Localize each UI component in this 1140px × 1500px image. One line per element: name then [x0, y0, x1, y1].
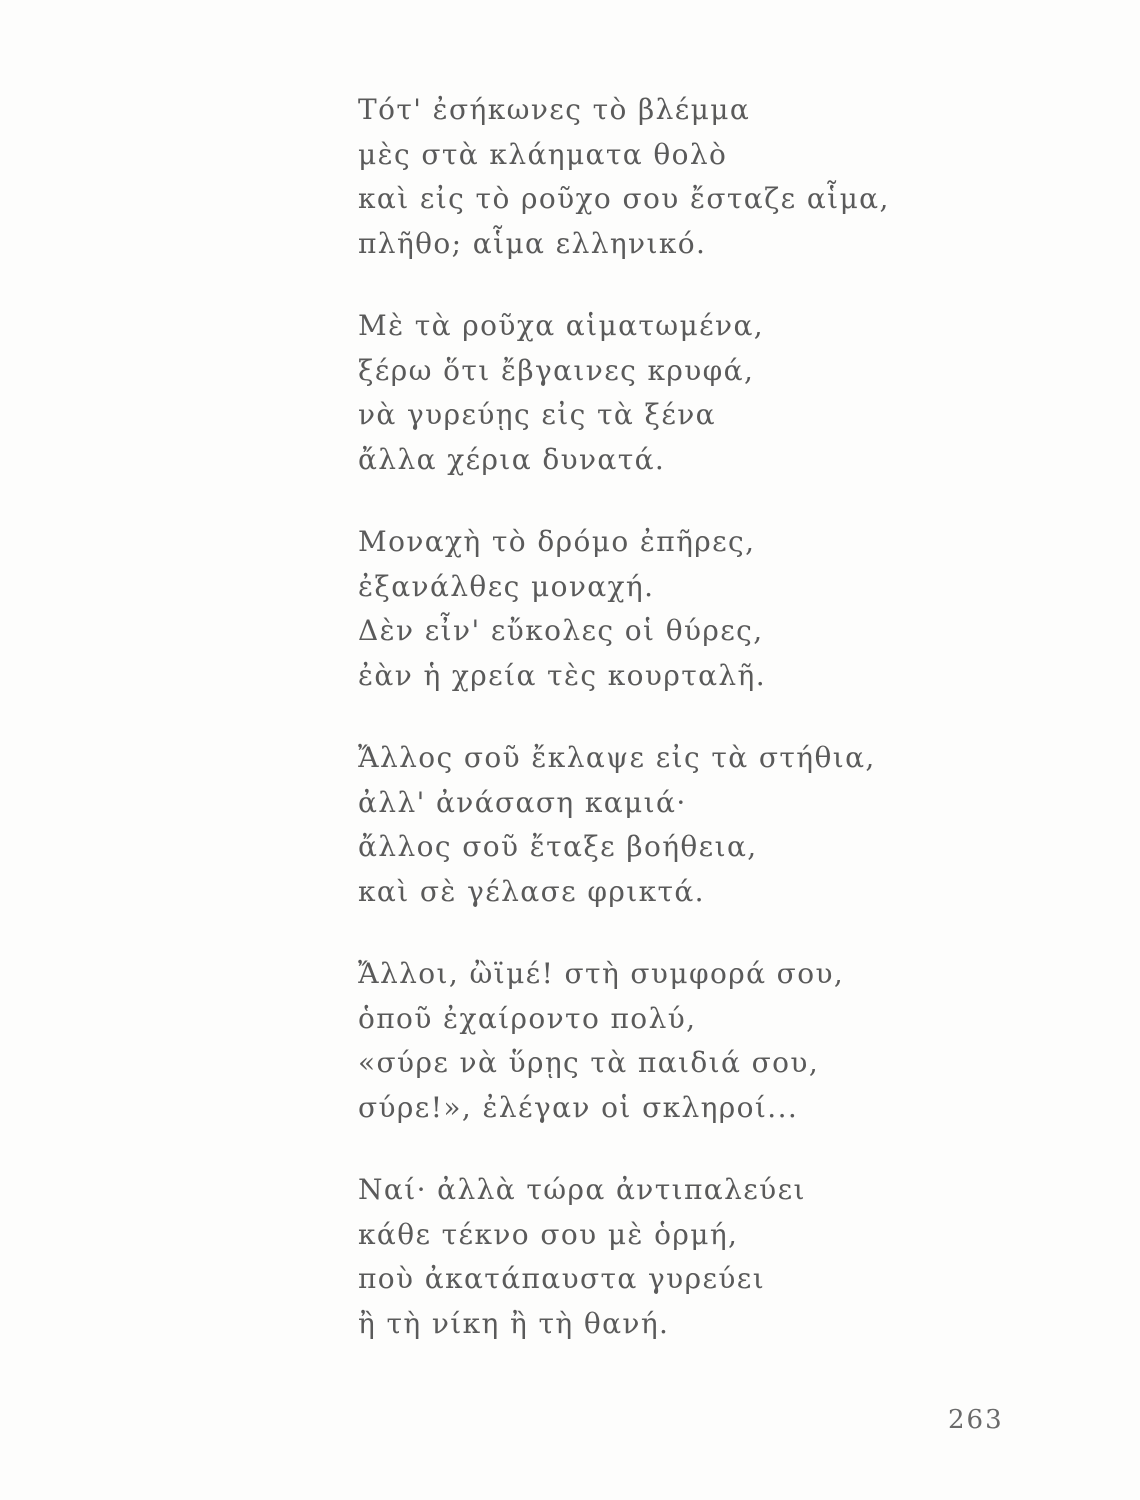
poem-line: καὶ σὲ γέλασε φρικτά.	[358, 874, 705, 908]
poem-line: Ἄλλοι, ὢϊμέ! στὴ συμφορά σου,	[358, 957, 845, 990]
poem-line: καὶ εἰς τὸ ροῦχο σου ἔσταζε αἷμα,	[358, 182, 890, 215]
poem-line: ἐξανάλθες μοναχή.	[358, 569, 655, 603]
stanza-6	[358, 1168, 898, 1384]
poem-line: ἄλλος σοῦ ἔταξε βοήθεια,	[358, 830, 758, 863]
poem-line: ἐὰν ἡ χρεία τὲς κουρταλῆ.	[358, 658, 767, 692]
poem-line: Ἄλλος σοῦ ἔκλαψε εἰς τὰ στήθια,	[358, 741, 876, 774]
page-number: 263	[948, 1405, 1004, 1435]
poem-line: ποὺ ἀκατάπαυστα γυρεύει	[358, 1262, 766, 1295]
poem-line: Μοναχὴ τὸ δρόμο ἐπῆρες,	[358, 525, 756, 558]
poem-line: Μὲ τὰ ροῦχα αἱματωμένα,	[358, 309, 765, 342]
poem-line: πλῆθο; αἷμα ελληνικό.	[358, 226, 707, 260]
stanza-5	[358, 952, 898, 1168]
poem-line: «σύρε νὰ ὕρῃς τὰ παιδιά σου,	[358, 1046, 820, 1079]
poem-line: Δὲν εἶν' εὔκολες οἱ θύρες,	[358, 614, 764, 647]
poem-line: Τότ' ἐσήκωνες τὸ βλέμμα	[358, 93, 751, 126]
poem-line: ἢ τὴ νίκη ἢ τὴ θανή.	[358, 1306, 670, 1340]
poem-line: ἀλλ' ἀνάσαση καμιά·	[358, 785, 687, 819]
poem-line: νὰ γυρεύῃς εἰς τὰ ξένα	[358, 398, 716, 431]
poem	[358, 88, 898, 1384]
poem-line: μὲς στὰ κλάηματα θολὸ	[358, 137, 728, 171]
poem-line: ὁποῦ ἐχαίροντο πολύ,	[358, 1001, 697, 1035]
poem-line: κάθε τέκνο σου μὲ ὁρμή,	[358, 1217, 739, 1251]
stanza-4	[358, 736, 898, 952]
poem-line: ξέρω ὅτι ἔβγαινες κρυφά,	[358, 353, 755, 387]
poem-line: ἄλλα χέρια δυνατά.	[358, 442, 666, 476]
stanza-1	[358, 88, 898, 304]
poem-line: σύρε!», ἐλέγαν οἱ σκληροί...	[358, 1090, 799, 1124]
poem-line: Ναί· ἀλλὰ τώρα ἀντιπαλεύει	[358, 1173, 806, 1206]
stanza-2	[358, 304, 898, 520]
stanza-3	[358, 520, 898, 736]
